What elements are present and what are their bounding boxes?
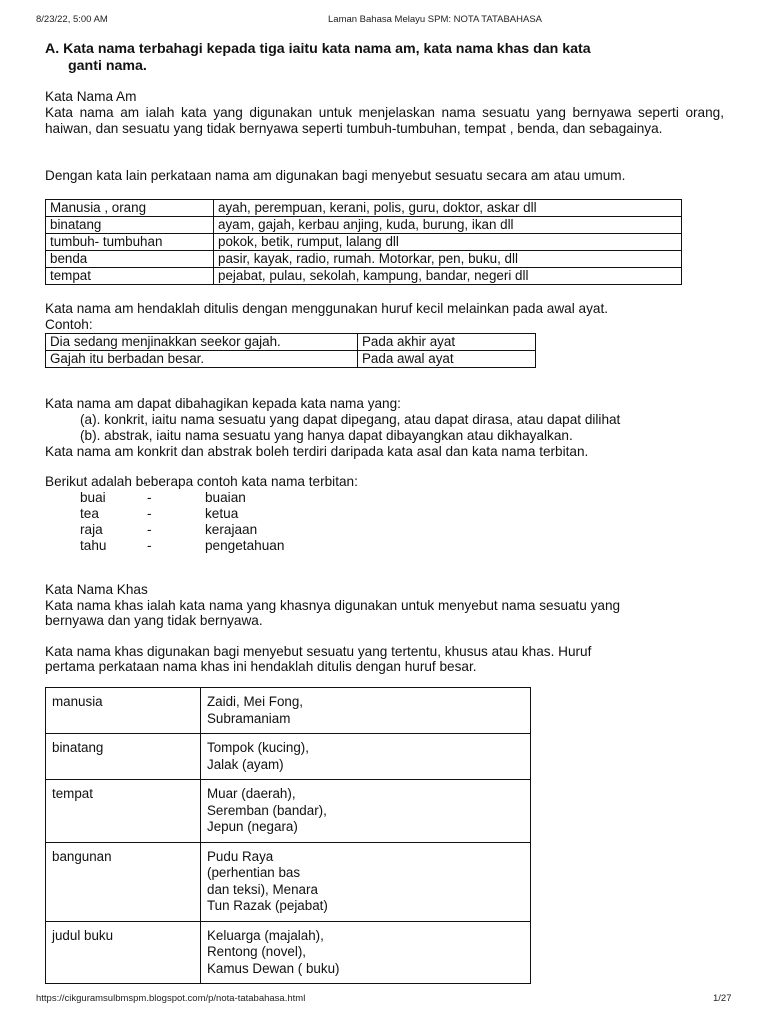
table-am-category: Manusia , orang xyxy=(46,200,214,217)
table-am-row xyxy=(46,234,682,251)
section-title xyxy=(45,41,685,75)
table-khas-example-line: dan teksi), Menara xyxy=(207,881,318,897)
kata-nama-khas-usage-line-1: Kata nama khas digunakan bagi menyebut sesuatu yang tertentu, khusus atau khas. Huruf xyxy=(45,644,592,659)
table-khas-row xyxy=(46,734,531,780)
table-am-row xyxy=(46,268,682,285)
terbitan-asal: tahu xyxy=(80,538,107,553)
print-url: https://cikguramsulbmspm.blogspot.com/p/nota-tatabahasa.html xyxy=(36,993,306,1004)
table-khas-example-line: Rentong (novel), xyxy=(207,944,306,959)
konkrit-text: (a). konkrit, iaitu nama sesuatu yang dapat dipegang, atau dapat dirasa, atau dapat dilihat xyxy=(80,412,621,427)
terbitan-terbitan: ketua xyxy=(205,506,239,521)
table-khas-examples xyxy=(201,734,531,780)
table-khas-example-line: Seremban (bandar), xyxy=(207,802,327,818)
terbitan-terbitan: pengetahuan xyxy=(205,538,285,553)
dibahagikan-text: Kata nama am dapat dibahagikan kepada kata nama yang: xyxy=(45,396,401,411)
table-am-examples: ayam, gajah, kerbau anjing, kuda, burung, ikan dll xyxy=(214,217,682,234)
table-khas-example-line: Tun Razak (pejabat) xyxy=(207,898,328,913)
kata-nama-am-heading: Kata Nama Am xyxy=(45,89,137,104)
terbitan-terbitan: kerajaan xyxy=(205,522,258,537)
table-am-category: binatang xyxy=(46,217,214,234)
table-am-category: benda xyxy=(46,251,214,268)
table-am-examples: ayah, perempuan, kerani, polis, guru, doktor, askar dll xyxy=(214,200,682,217)
table-khas-examples xyxy=(201,780,531,843)
kata-nama-am-definition: Kata nama am ialah kata yang digunakan untuk menjelaskan nama sesuatu yang bernyawa seperti orang, haiwan, dan sesuatu yang tidak bernyawa seperti tumbuh-tumbuhan, tempat , benda, dan sebagainya. xyxy=(45,105,724,136)
table-am-row xyxy=(46,217,682,234)
section-title-line-1: A. Kata nama terbahagi kepada tiga iaitu kata nama am, kata nama khas dan kata xyxy=(45,41,591,57)
terbitan-terbitan: buaian xyxy=(205,490,246,505)
print-page-title: Laman Bahasa Melayu SPM: NOTA TATABAHASA xyxy=(328,14,543,25)
table-khas-example-line: Jalak (ayam) xyxy=(207,756,284,772)
table-khas-examples xyxy=(201,688,531,734)
table-khas-example-line: Keluarga (majalah), xyxy=(207,927,324,943)
table-khas-category: tempat xyxy=(46,780,201,843)
table-khas-category: manusia xyxy=(46,688,201,734)
table-khas-examples xyxy=(201,921,531,984)
table-khas-category: bangunan xyxy=(46,842,201,921)
kata-nama-khas-def-line-2: bernyawa dan yang tidak bernyawa. xyxy=(45,613,263,628)
table-contoh-row xyxy=(46,334,536,351)
table-khas-row xyxy=(46,921,531,984)
table-contoh xyxy=(45,333,536,368)
terbitan-dash: - xyxy=(147,506,152,521)
print-datetime: 8/23/22, 5:00 AM xyxy=(36,14,108,25)
table-khas-examples xyxy=(201,842,531,921)
kata-nama-khas-def-line-1: Kata nama khas ialah kata nama yang khasnya digunakan untuk menyebut nama sesuatu yang xyxy=(45,598,621,613)
table-khas-row xyxy=(46,780,531,843)
table-khas-example-line: Pudu Raya xyxy=(207,848,274,864)
table-khas-row xyxy=(46,688,531,734)
kata-nama-khas-usage-line-2: pertama perkataan nama khas ini hendaklah ditulis dengan huruf besar. xyxy=(45,659,477,674)
terbitan-dash: - xyxy=(147,538,152,553)
terbitan-asal: buai xyxy=(80,490,106,505)
table-am-examples: pokok, betik, rumput, lalang dll xyxy=(214,234,682,251)
contoh-sentence: Dia sedang menjinakkan seekor gajah. xyxy=(46,334,358,351)
table-khas-example-line: Zaidi, Mei Fong, xyxy=(207,694,304,709)
table-khas-row xyxy=(46,842,531,921)
table-khas-example-line: Subramaniam xyxy=(207,710,291,726)
table-khas-example-line: Tompok (kucing), xyxy=(207,740,309,755)
huruf-kecil-note: Kata nama am hendaklah ditulis dengan menggunakan huruf kecil melainkan pada awal ayat. xyxy=(45,301,608,316)
terdiri-text: Kata nama am konkrit dan abstrak boleh terdiri daripada kata asal dan kata nama terbitan. xyxy=(45,444,589,459)
table-khas-example-line: Kamus Dewan ( buku) xyxy=(207,960,340,976)
contoh-note: Pada akhir ayat xyxy=(358,334,536,351)
terbitan-asal: raja xyxy=(80,522,103,537)
table-khas-example-line: (perhentian bas xyxy=(207,865,301,880)
table-contoh-row xyxy=(46,351,536,368)
terbitan-asal: tea xyxy=(80,506,99,521)
contoh-sentence: Gajah itu berbadan besar. xyxy=(46,351,358,368)
table-am-category: tempat xyxy=(46,268,214,285)
kata-nama-am-other: Dengan kata lain perkataan nama am digunakan bagi menyebut sesuatu secara am atau umum. xyxy=(45,168,626,183)
table-am-row xyxy=(46,200,682,217)
table-khas-category: judul buku xyxy=(46,921,201,984)
table-am-row xyxy=(46,251,682,268)
contoh-note: Pada awal ayat xyxy=(358,351,536,368)
terbitan-dash: - xyxy=(147,522,152,537)
abstrak-text: (b). abstrak, iaitu nama sesuatu yang hanya dapat dibayangkan atau dikhayalkan. xyxy=(80,428,573,443)
table-kata-nama-am xyxy=(45,199,682,285)
table-khas-category: binatang xyxy=(46,734,201,780)
print-page-number: 1/27 xyxy=(713,993,732,1004)
table-am-examples: pejabat, pulau, sekolah, kampung, bandar, negeri dll xyxy=(214,268,682,285)
kata-nama-khas-heading: Kata Nama Khas xyxy=(45,582,148,597)
table-am-examples: pasir, kayak, radio, rumah. Motorkar, pen, buku, dll xyxy=(214,251,682,268)
terbitan-dash: - xyxy=(147,490,152,505)
terbitan-intro: Berikut adalah beberapa contoh kata nama terbitan: xyxy=(45,474,358,489)
contoh-label: Contoh: xyxy=(45,317,93,332)
table-am-category: tumbuh- tumbuhan xyxy=(46,234,214,251)
table-khas-example-line: Muar (daerah), xyxy=(207,786,296,801)
table-khas-example-line: Jepun (negara) xyxy=(207,819,298,834)
table-kata-nama-khas xyxy=(45,687,531,984)
section-title-line-2: ganti nama. xyxy=(68,58,147,74)
